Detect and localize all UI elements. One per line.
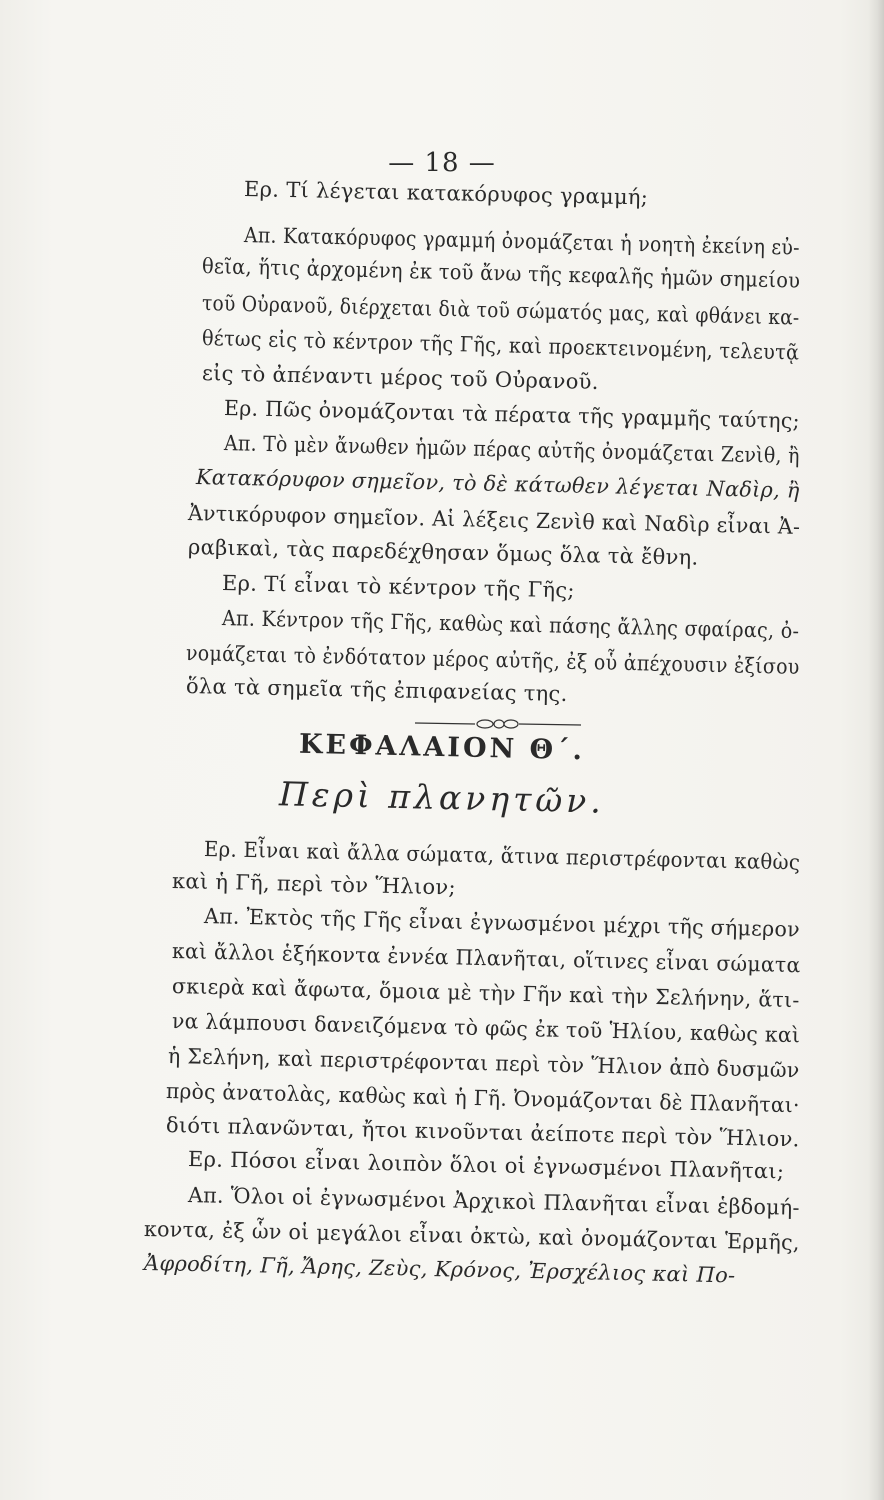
text-line: κοντα, ἐξ ὧν οἱ μεγάλοι εἶναι ὀκτὼ, καὶ ὀνομάζονται Ἑρμῆς, <box>143 1217 800 1255</box>
text-line: Ερ. Τί εἶναι τὸ κέντρον τῆς Γῆς; <box>221 571 576 603</box>
text-line: να λάμπουσι δανειζόμενα τὸ φῶς ἐκ τοῦ Ἡλίου, καθὼς καὶ <box>171 1009 801 1048</box>
text-line: Απ. Κατακόρυφος γραμμή ὀνομάζεται ἡ νοητὴ ἐκείνη εὐ- <box>243 223 801 260</box>
chapter-subtitle: Περὶ πλανητῶν. <box>278 774 606 821</box>
text-line: Κατακόρυφον σημεῖον, τὸ δὲ κάτωθεν λέγεται Ναδὶρ, ἢ <box>195 465 800 503</box>
text-line: θέτως εἰς τὸ κέντρον τῆς Γῆς, καὶ προεκτεινομένη, τελευτᾷ <box>201 326 800 365</box>
text-line: καὶ ἡ Γῆ, περὶ τὸν Ἥλιον; <box>171 869 457 900</box>
page-number: — 18 — <box>388 148 496 178</box>
text-line: Ερ. Τί λέγεται κατακόρυφος γραμμή; <box>243 177 649 210</box>
text-line: πρὸς ἀνατολὰς, καθὼς καὶ ἡ Γῆ. Ὀνομάζονται δὲ Πλανῆται· <box>165 1079 800 1118</box>
text-line: Απ. Ἐκτὸς τῆς Γῆς εἶναι ἐγνωσμένοι μέχρι τῆς σήμερον <box>203 904 801 942</box>
text-line: Ερ. Εἶναι καὶ ἄλλα σώματα, ἅτινα περιστρέφονται καθὼς <box>203 837 801 875</box>
text-line: Απ. Τὸ μὲν ἄνωθεν ἡμῶν πέρας αὐτῆς ὀνομάζεται Ζενὶθ, ἢ <box>223 431 801 469</box>
text-line: Απ. Κέντρον τῆς Γῆς, καθὼς καὶ πάσης ἄλλης σφαίρας, ὀ- <box>221 606 800 644</box>
text-line: θεῖα, ἥτις ἀρχομένη ἐκ τοῦ ἄνω τῆς κεφαλῆς ἡμῶν σημείου <box>201 254 801 293</box>
text-line: Ερ. Πόσοι εἶναι λοιπὸν ὅλοι οἱ ἐγνωσμένοι Πλανῆται; <box>187 1147 785 1184</box>
text-line: διότι πλανῶνται, ἤτοι κινοῦνται ἀείποτε περὶ τὸν Ἥλιον. <box>165 1113 800 1152</box>
text-line: Ἀφροδίτη, Γῆ, Ἄρης, Ζεὺς, Κρόνος, Ἐρσχέλιος καὶ Πο- <box>143 1251 736 1288</box>
text-line: ὅλα τὰ σημεῖα τῆς ἐπιφανείας της. <box>185 674 568 706</box>
text-line: Ἀντικόρυφον σημεῖον. Αἱ λέξεις Ζενὶθ καὶ Ναδὶρ εἶναι Ἀ- <box>187 501 801 539</box>
chapter-heading: ΚΕΦΑΛΑΙΟΝ Θ΄. <box>298 728 586 767</box>
text-line: Απ. Ὅλοι οἱ ἐγνωσμένοι Ἀρχικοὶ Πλανῆται εἶναι ἑβδομή- <box>187 1183 801 1220</box>
text-line: ἡ Σελήνη, καὶ περιστρέφονται περὶ τὸν Ἥλιον ἀπὸ δυσμῶν <box>167 1044 800 1083</box>
text-line: ραβικαὶ, τὰς παρεδέχθησαν ὅμως ὅλα τὰ ἔθνη. <box>187 535 699 570</box>
text-line: καὶ ἄλλοι ἑξήκοντα ἐννέα Πλανῆται, οἵτινες εἶναι σώματα <box>171 939 801 978</box>
text-line: νομάζεται τὸ ἐνδότατον μέρος αὐτῆς, ἐξ οὗ ἀπέχουσιν ἐξίσου <box>185 641 800 679</box>
text-line: Ερ. Πῶς ὀνομάζονται τὰ πέρατα τῆς γραμμῆς ταύτης; <box>223 396 801 434</box>
text-line: εἰς τὸ ἀπέναντι μέρος τοῦ Οὐρανοῦ. <box>201 361 599 394</box>
text-line: τοῦ Οὐρανοῦ, διέρχεται διὰ τοῦ σώματός μας, καὶ φθάνει κα- <box>201 291 800 330</box>
text-line: σκιερὰ καὶ ἄφωτα, ὅμοια μὲ τὴν Γῆν καὶ τὴν Σελήνην, ἅτι- <box>171 974 800 1013</box>
